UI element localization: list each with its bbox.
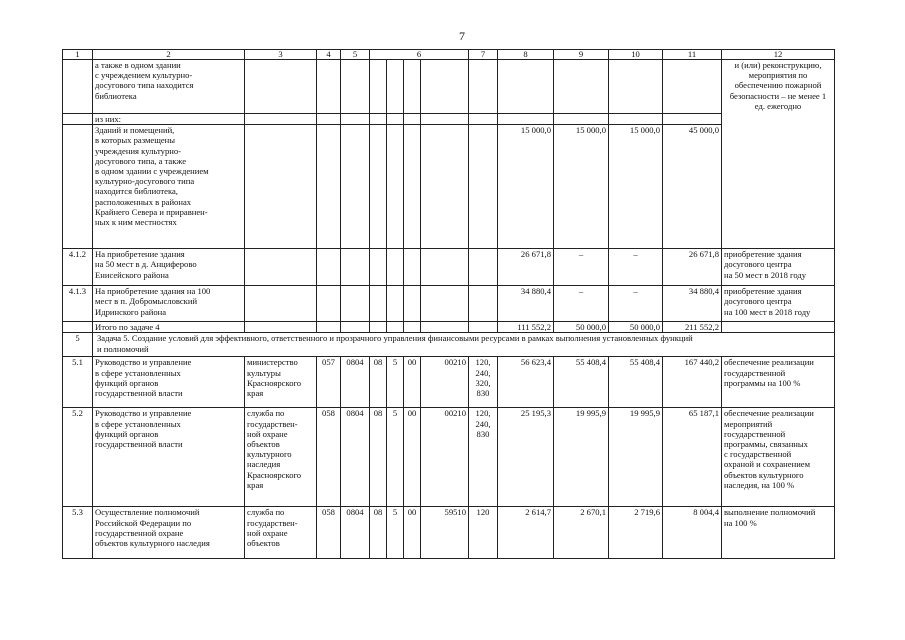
page-number: 7: [459, 29, 465, 43]
value-2018: 2 614,7: [498, 507, 554, 559]
row-name: Руководство и управление в сфере установленных функций органов государственной власти: [93, 408, 245, 507]
vr-codes: 120, 240, 830: [469, 408, 498, 507]
table-row: [63, 125, 835, 249]
row-number: 5.2: [63, 408, 93, 507]
row-name: На приобретение здания на 100 мест в п. Добромысловский Идринского района: [93, 286, 245, 322]
row-name: а также в одном здании с учреждением культурно- досугового типа находится библиотека: [93, 60, 245, 114]
col-header: 8: [498, 50, 554, 60]
row-result: и (или) реконструкцию, мероприятия по обеспечению пожарной безопасности – не менее 1 ед. ежегодно: [722, 60, 835, 249]
table-row: [63, 114, 835, 125]
grbs-code: 058: [317, 408, 341, 507]
value-2020: 19 995,9: [609, 408, 663, 507]
row-number: 4.1.2: [63, 249, 93, 286]
task-heading-row: [63, 333, 835, 357]
row-grbs: министерство культуры Красноярского края: [245, 357, 317, 408]
value-total: 8 004,4: [663, 507, 722, 559]
iz-nih-label: из них:: [93, 114, 245, 125]
row-name: Руководство и управление в сфере установленных функций органов государственной власти: [93, 357, 245, 408]
col-header: 11: [663, 50, 722, 60]
value-total: 34 880,4: [663, 286, 722, 322]
rzpr-code: 0804: [341, 357, 370, 408]
table-row: [63, 249, 835, 286]
value-2018: 25 195,3: [498, 408, 554, 507]
row-name: Зданий и помещений, в которых размещены учреждения культурно- досугового типа, а также в одном здании с учреждением культурно-досугового типа находится библиотека, расположенных в районах Крайнего Севера и приравнен- ных к ним местностях: [93, 125, 245, 249]
value-2019: 50 000,0: [554, 322, 609, 333]
row-number: 5.3: [63, 507, 93, 559]
value-2018: 56 623,4: [498, 357, 554, 408]
vr-codes: 120, 240, 320, 830: [469, 357, 498, 408]
csr-part: 00210: [421, 357, 469, 408]
csr-part: 59510: [421, 507, 469, 559]
value-2020: –: [609, 249, 663, 286]
task-title: Задача 5. Создание условий для эффективного, ответственного и прозрачного управления финансовыми ресурсами в рамках выполнения установленных функций и полномочий: [93, 333, 835, 357]
row-result: приобретение здания досугового центра на 100 мест в 2018 году: [722, 286, 835, 322]
value-2018: 26 671,8: [498, 249, 554, 286]
value-2018: 111 552,2: [498, 322, 554, 333]
csr-part: 08: [370, 408, 387, 507]
grbs-code: 058: [317, 507, 341, 559]
value-2018: 34 880,4: [498, 286, 554, 322]
row-name: Осуществление полномочий Российской Федерации по государственной охране объектов культурного наследия: [93, 507, 245, 559]
col-header: 6: [370, 50, 469, 60]
col-header: 9: [554, 50, 609, 60]
col-header: 5: [341, 50, 370, 60]
task-number: 5: [63, 333, 93, 357]
value-2020: 50 000,0: [609, 322, 663, 333]
row-grbs: служба по государствен- ной охране объектов: [245, 507, 317, 559]
grbs-code: 057: [317, 357, 341, 408]
value-total: 45 000,0: [663, 125, 722, 249]
table-row: [63, 507, 835, 559]
csr-part: 00: [404, 507, 421, 559]
csr-part: 08: [370, 507, 387, 559]
col-header: 7: [469, 50, 498, 60]
row-result: обеспечение реализации мероприятий государственной программы, связанных с государственной охраной и сохранением объектов культурного наследия, на 100 %: [722, 408, 835, 507]
csr-part: 08: [370, 357, 387, 408]
value-2019: 19 995,9: [554, 408, 609, 507]
table-row: [63, 408, 835, 507]
rzpr-code: 0804: [341, 507, 370, 559]
csr-part: 00: [404, 408, 421, 507]
column-number-row: [63, 50, 835, 60]
col-header: 1: [63, 50, 93, 60]
table-row: [63, 357, 835, 408]
row-name: На приобретение здания на 50 мест в д. Анциферово Енисейского района: [93, 249, 245, 286]
row-result: приобретение здания досугового центра на 50 мест в 2018 году: [722, 249, 835, 286]
value-total: 211 552,2: [663, 322, 722, 333]
value-2019: –: [554, 286, 609, 322]
col-header: 4: [317, 50, 341, 60]
value-2020: 55 408,4: [609, 357, 663, 408]
value-total: 26 671,8: [663, 249, 722, 286]
value-total: 167 440,2: [663, 357, 722, 408]
col-header: 3: [245, 50, 317, 60]
table-row: [63, 286, 835, 322]
value-2020: 15 000,0: [609, 125, 663, 249]
rzpr-code: 0804: [341, 408, 370, 507]
csr-part: 00210: [421, 408, 469, 507]
vr-codes: 120: [469, 507, 498, 559]
total-label: Итого по задаче 4: [93, 322, 245, 333]
value-2019: 15 000,0: [554, 125, 609, 249]
col-header: 10: [609, 50, 663, 60]
csr-part: 5: [387, 408, 404, 507]
csr-part: 5: [387, 357, 404, 408]
value-total: 65 187,1: [663, 408, 722, 507]
row-number: 5.1: [63, 357, 93, 408]
value-2019: –: [554, 249, 609, 286]
row-number: 4.1.3: [63, 286, 93, 322]
value-2020: –: [609, 286, 663, 322]
total-row: [63, 322, 835, 333]
col-header: 2: [93, 50, 245, 60]
col-header: 12: [722, 50, 835, 60]
row-result: выполнение полномочий на 100 %: [722, 507, 835, 559]
value-2019: 55 408,4: [554, 357, 609, 408]
row-grbs: служба по государствен- ной охране объектов культурного наследия Красноярского края: [245, 408, 317, 507]
csr-part: 5: [387, 507, 404, 559]
program-table: [62, 49, 835, 559]
table-row: [63, 60, 835, 114]
value-2020: 2 719,6: [609, 507, 663, 559]
value-2018: 15 000,0: [498, 125, 554, 249]
csr-part: 00: [404, 357, 421, 408]
value-2019: 2 670,1: [554, 507, 609, 559]
row-result: обеспечение реализации государственной программы на 100 %: [722, 357, 835, 408]
